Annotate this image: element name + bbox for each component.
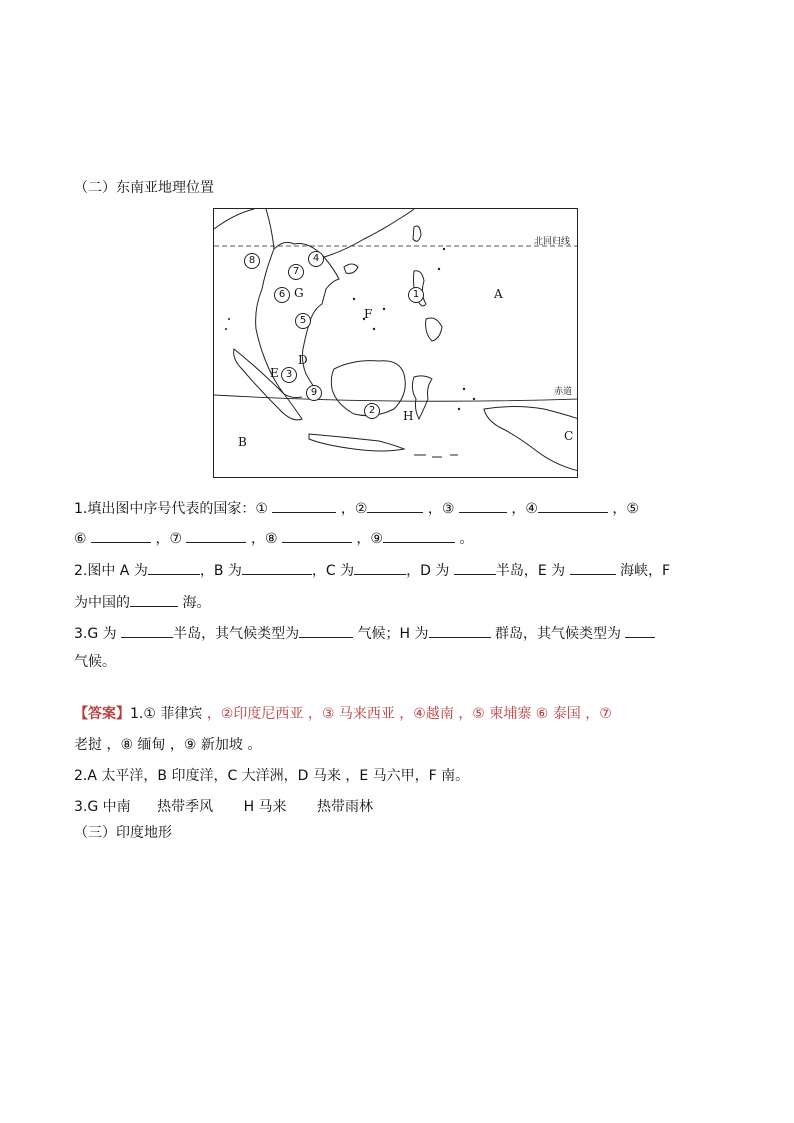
q2-line2-a: 为中国的 — [74, 595, 130, 611]
answer-2-1: 老挝 — [74, 737, 102, 753]
q2-d: ，D 为 — [406, 563, 450, 579]
question-1-line-2 — [74, 527, 473, 549]
q3-blank-h-climate[interactable] — [625, 622, 655, 638]
q2-blank-d[interactable] — [454, 559, 496, 575]
answer-1-1: 1.① 菲律宾 — [130, 706, 203, 722]
map-number-4: 4 — [308, 251, 324, 267]
q1-blank-3[interactable] — [459, 497, 507, 513]
answer-4-2: 热带季风 — [157, 799, 214, 815]
q1-sep: ， — [427, 501, 442, 517]
answer-4-1: 3.G 中南 — [74, 799, 131, 815]
q3-b: 半岛，其气候类型为 — [173, 626, 300, 642]
answer-1-5: ，⑤ 柬埔寨 — [458, 706, 532, 722]
question-2-line-2 — [74, 591, 210, 613]
equator-label: 赤道 — [554, 387, 573, 397]
q1-c7: ⑦ — [169, 531, 183, 547]
answer-line-3: 2.A 太平洋，B 印度洋，C 大洋洲，D 马来 ，E 马六甲，F 南。 — [74, 768, 470, 784]
southeast-asia-map — [213, 208, 578, 478]
q1-blank-8[interactable] — [282, 527, 352, 543]
answer-4-4: 热带雨林 — [317, 799, 373, 815]
q2-f: 海峡，F — [620, 563, 671, 579]
q3-c: 气候；H 为 — [357, 626, 429, 642]
map-number-5: 5 — [295, 313, 311, 329]
answer-4-3: H 马来 — [243, 799, 287, 815]
map-label-b: B — [238, 435, 247, 449]
q1-sep: ， — [250, 531, 265, 547]
map-label-h: H — [403, 409, 414, 423]
map-label-g: G — [294, 286, 304, 300]
q3-d: 群岛，其气候类型为 — [495, 626, 621, 642]
q1-blank-1[interactable] — [272, 497, 336, 513]
answer-line-2 — [74, 735, 261, 755]
map-label-c: C — [564, 429, 574, 443]
map-number-9: 9 — [306, 385, 322, 401]
answer-1-7: ，⑦ — [585, 706, 612, 722]
q1-prefix: 1.填出图中序号代表的国家：① — [74, 501, 268, 517]
q1-blank-9[interactable] — [383, 527, 455, 543]
q3-blank-h[interactable] — [429, 622, 491, 638]
q2-c: ，C 为 — [311, 563, 355, 579]
q2-blank-b[interactable] — [242, 559, 312, 575]
map-number-6: 6 — [274, 287, 290, 303]
q3-blank-g-climate[interactable] — [299, 622, 353, 638]
question-3-line-2: 气候。 — [74, 654, 116, 670]
q2-blank-e[interactable] — [570, 559, 616, 575]
q1-c6: ⑥ — [74, 531, 87, 547]
answer-line-4 — [74, 797, 373, 817]
map-number-3: 3 — [281, 367, 297, 383]
question-1-line-1 — [74, 497, 639, 519]
q1-blank-2[interactable] — [367, 497, 423, 513]
q1-sep: ， — [155, 531, 170, 547]
q1-sep: ， — [340, 501, 355, 517]
map-label-a: A — [494, 287, 503, 301]
map-number-8: 8 — [244, 253, 260, 269]
q1-c5: ⑤ — [626, 501, 639, 517]
q2-b: ，B 为 — [199, 563, 242, 579]
q1-blank-7[interactable] — [186, 527, 246, 543]
q2-a: 2.图中 A 为 — [74, 563, 148, 579]
map-number-2: 2 — [364, 403, 380, 419]
q2-line2-b: 海。 — [182, 595, 211, 611]
q1-sep: ， — [511, 501, 526, 517]
map-label-d: D — [298, 353, 308, 367]
q1-c3: ③ — [441, 501, 455, 517]
map-label-f: F — [364, 307, 373, 321]
q1-sep: ， — [356, 531, 371, 547]
answer-2-2: ，⑧ 缅甸 — [106, 737, 166, 753]
q1-c9: ⑨ — [370, 531, 383, 547]
section-title-india-terrain: （三）印度地形 — [74, 825, 172, 841]
q1-c8: ⑧ — [264, 531, 278, 547]
q1-c2: ② — [354, 501, 368, 517]
q1-end: 。 — [459, 531, 474, 547]
q2-blank-f[interactable] — [130, 591, 178, 607]
q2-blank-c[interactable] — [354, 559, 406, 575]
q1-sep: ， — [612, 501, 627, 517]
question-3-line-1 — [74, 622, 655, 644]
section-title-location: （二）东南亚地理位置 — [74, 180, 214, 196]
tropic-of-cancer-label: 北回归线 — [534, 237, 571, 247]
answer-tag: 【答案】 — [74, 706, 130, 722]
q2-blank-a[interactable] — [148, 559, 200, 575]
answer-1-4: ，④越南 — [399, 706, 454, 722]
q1-c4: ④ — [525, 501, 538, 517]
map-outline-drawing — [214, 209, 578, 478]
map-label-e: E — [270, 366, 279, 380]
answer-line-1 — [74, 704, 612, 724]
answer-1-3: ，③ 马来西亚 — [307, 706, 395, 722]
q3-blank-g[interactable] — [121, 622, 173, 638]
answer-2-4: 。 — [247, 737, 262, 753]
answer-2-3: ，⑨ 新加坡 — [169, 737, 243, 753]
q1-blank-6[interactable] — [91, 527, 151, 543]
answer-1-6: ⑥ 泰国 — [535, 706, 581, 722]
q2-e: 半岛，E 为 — [495, 563, 566, 579]
map-number-7: 7 — [288, 264, 304, 280]
map-number-1: 1 — [408, 287, 424, 303]
q1-blank-4[interactable] — [538, 497, 608, 513]
question-2-line-1 — [74, 559, 670, 581]
answer-1-2: ，②印度尼西亚 — [206, 706, 304, 722]
q3-a: 3.G 为 — [74, 626, 117, 642]
